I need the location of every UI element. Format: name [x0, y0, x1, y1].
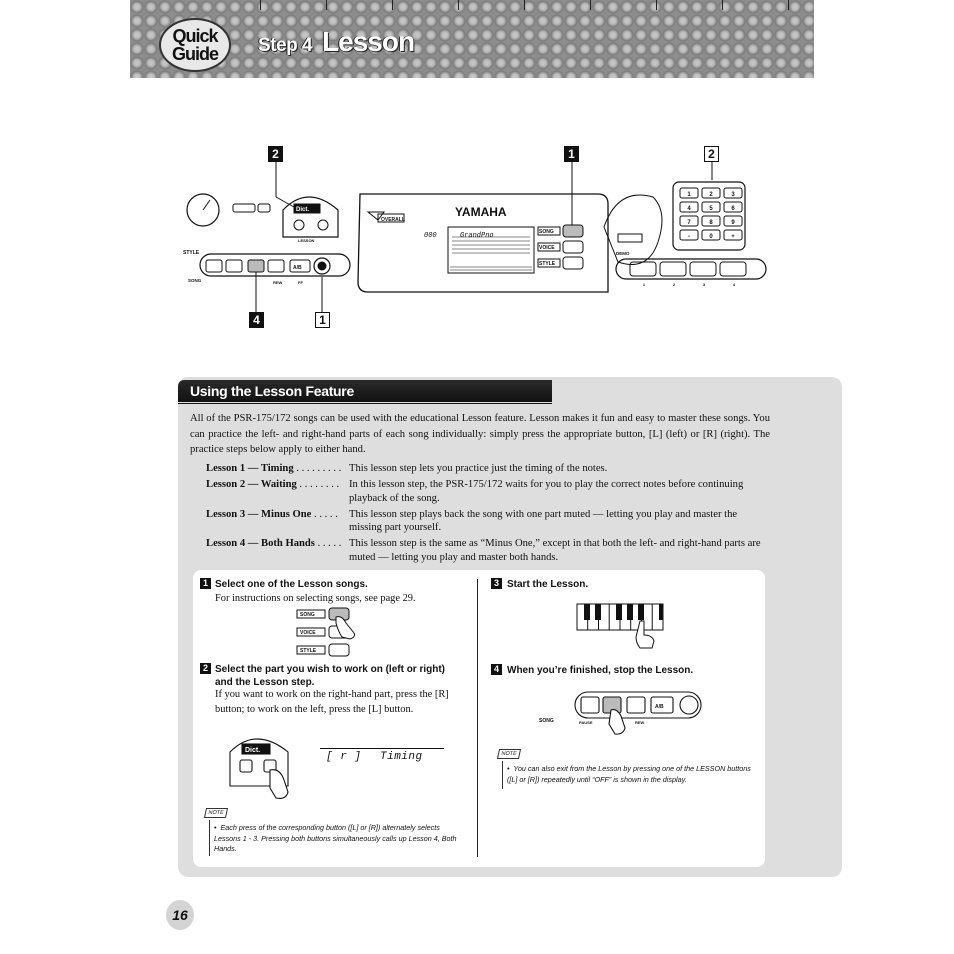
numpad-key: 5	[709, 206, 713, 212]
step-1-heading: Select one of the Lesson songs.	[215, 579, 368, 590]
style-label: STYLE	[539, 261, 556, 267]
lcd-line	[320, 748, 444, 749]
note-rule-right	[502, 761, 503, 789]
lesson-item	[206, 478, 766, 505]
keyboard-panel-illustration	[178, 142, 778, 332]
lesson-list	[206, 462, 766, 567]
overall-label: OVERALL	[381, 217, 405, 223]
numpad-key: 3	[731, 192, 735, 198]
numpad-key: 0	[709, 234, 713, 240]
lcd-number: 000	[424, 232, 437, 240]
note-left-content: Each press of the corresponding button ([L] or [R]) alternately selects Lessons 1 - 3. Pressing both buttons simultaneously calls up Lesson 4, Both Hands.	[214, 823, 457, 853]
intro-paragraph: All of the PSR-175/172 songs can be used with the educational Lesson feature. Lesson makes it fun and easy to master these songs. You can practice the left- and right-hand parts of each song individually: simply press the appropriate button, [L] (left) or [R] (right). The practice steps below apply to either hand.	[190, 413, 770, 456]
step-number-4: 4	[491, 664, 502, 675]
note-text-left: • Each press of the corresponding button ([L] or [R]) alternately selects Lessons 1 - 3. Pressing both buttons simultaneously calls up Lesson 4, Both Hands.	[214, 823, 457, 853]
transport-buttons-illustration	[537, 690, 707, 736]
numpad-key: 1	[687, 192, 691, 198]
note-text-right: • You can also exit from the Lesson by pressing one of the LESSON buttons ([L] or [R]) repeatedly until “OFF” is shown in the display.	[507, 764, 751, 784]
lcd-voice-name: GrandPno	[460, 232, 494, 240]
mini-ab-label: A/B	[655, 704, 664, 710]
step-number-2: 2	[200, 663, 211, 674]
badge-line-2: Guide	[171, 44, 218, 64]
step-number-3: 3	[491, 578, 502, 589]
mini-dict-label: Dict.	[245, 747, 261, 754]
song-row-label: SONG	[188, 278, 202, 283]
part-number: 2	[672, 282, 676, 287]
lesson-description: This lesson step is the same as “Minus One,” except in that both the left- and right-hand parts are muted — letting you play and master both hands.	[349, 538, 761, 564]
mini-pause-label: PAUSE	[579, 720, 593, 725]
numpad-key: 6	[731, 206, 735, 212]
lesson-dots: . . . . . . . . .	[293, 463, 342, 474]
dict-label: Dict.	[296, 207, 310, 213]
quick-guide-badge	[159, 18, 231, 72]
numpad-key: +	[731, 234, 735, 240]
step-2-heading: Select the part you wish to work on (left or right) and the Lesson step.	[215, 664, 446, 688]
lesson-dots: . . . . . . . .	[296, 479, 340, 491]
demo-label: DEMO	[616, 251, 630, 256]
mini-rew-label: REW	[635, 720, 645, 725]
numpad-key: 8	[709, 220, 713, 226]
ab-label: A/B	[293, 265, 302, 271]
lesson-item	[206, 537, 766, 564]
style-row-label: STYLE	[183, 250, 200, 256]
ff-label: FF	[298, 280, 303, 285]
callout-4-filled: 4	[249, 312, 264, 328]
lesson-lr-buttons-illustration	[226, 730, 296, 802]
numpad-key: 9	[731, 220, 735, 226]
mini-song-row-label: SONG	[539, 718, 554, 724]
numpad-key: -	[688, 234, 690, 240]
page-number: 16	[166, 900, 194, 930]
banner-ticks	[130, 0, 814, 10]
rew-label: REW	[273, 280, 283, 285]
step-3-heading: Start the Lesson.	[507, 579, 589, 590]
lesson-item	[206, 508, 766, 535]
brand-logo: YAMAHA	[455, 205, 507, 219]
lcd-lesson-text: Timing	[380, 751, 423, 763]
title-text: Lesson	[322, 26, 415, 57]
mini-style-label: STYLE	[300, 648, 317, 654]
step-1-body: For instructions on selecting songs, see page 29.	[215, 593, 416, 604]
mini-voice-label: VOICE	[300, 630, 316, 636]
note-label-right: NOTE	[497, 749, 521, 759]
lesson-description: This lesson step lets you practice just the timing of the notes.	[349, 463, 608, 474]
song-voice-style-buttons-illustration	[296, 607, 376, 659]
note-right-content: You can also exit from the Lesson by pressing one of the LESSON buttons ([L] or [R]) repeatedly until “OFF” is shown in the display.	[507, 764, 751, 784]
header-banner	[130, 0, 814, 78]
column-divider	[477, 579, 478, 857]
lesson-name: Lesson 3 — Minus One	[206, 508, 312, 520]
lesson-dots: . . . . .	[311, 508, 338, 520]
mini-song-label: SONG	[300, 612, 315, 618]
callout-2-outline: 2	[704, 146, 719, 162]
voice-label: VOICE	[539, 245, 555, 251]
note-rule	[209, 820, 210, 856]
numpad-key: 2	[709, 192, 713, 198]
lesson-description: In this lesson step, the PSR-175/172 waits for you to play the correct notes before continuing playback of the song.	[349, 479, 744, 504]
part-number: 3	[702, 282, 706, 287]
lesson-label: LESSON	[298, 238, 315, 243]
step-4-heading: When you’re finished, stop the Lesson.	[507, 665, 694, 676]
badge-line-1: Quick	[172, 26, 218, 46]
section-title: Using the Lesson Feature	[190, 383, 354, 399]
step-label: Step 4	[258, 35, 313, 56]
lesson-dots: . . . . .	[314, 538, 342, 550]
callout-1-outline: 1	[315, 312, 330, 328]
numpad-key: 7	[687, 220, 691, 226]
song-label: SONG	[539, 229, 554, 235]
page-title	[258, 26, 414, 58]
lcd-lesson-bracket: [ r ]	[326, 751, 362, 763]
note-label: NOTE	[204, 808, 228, 818]
callout-2-filled: 2	[268, 146, 283, 162]
lesson-name: Lesson 4 — Both Hands	[206, 538, 315, 550]
callout-1-filled: 1	[564, 146, 579, 162]
lesson-item	[206, 462, 766, 476]
part-number: 1	[642, 282, 646, 287]
step-number-1: 1	[200, 578, 211, 589]
lesson-description: This lesson step plays back the song with one part muted — letting you play and master the missing part yourself.	[349, 508, 738, 534]
part-number: 4	[732, 282, 736, 287]
lesson-name: Lesson 2 — Waiting	[206, 479, 297, 491]
numpad-key: 4	[687, 206, 691, 212]
lesson-name: Lesson 1 — Timing	[206, 463, 294, 474]
keyboard-keys-illustration	[576, 603, 666, 649]
step-2-body: If you want to work on the right-hand part, press the [R] button; to work on the left, press the [L] button.	[215, 689, 449, 715]
